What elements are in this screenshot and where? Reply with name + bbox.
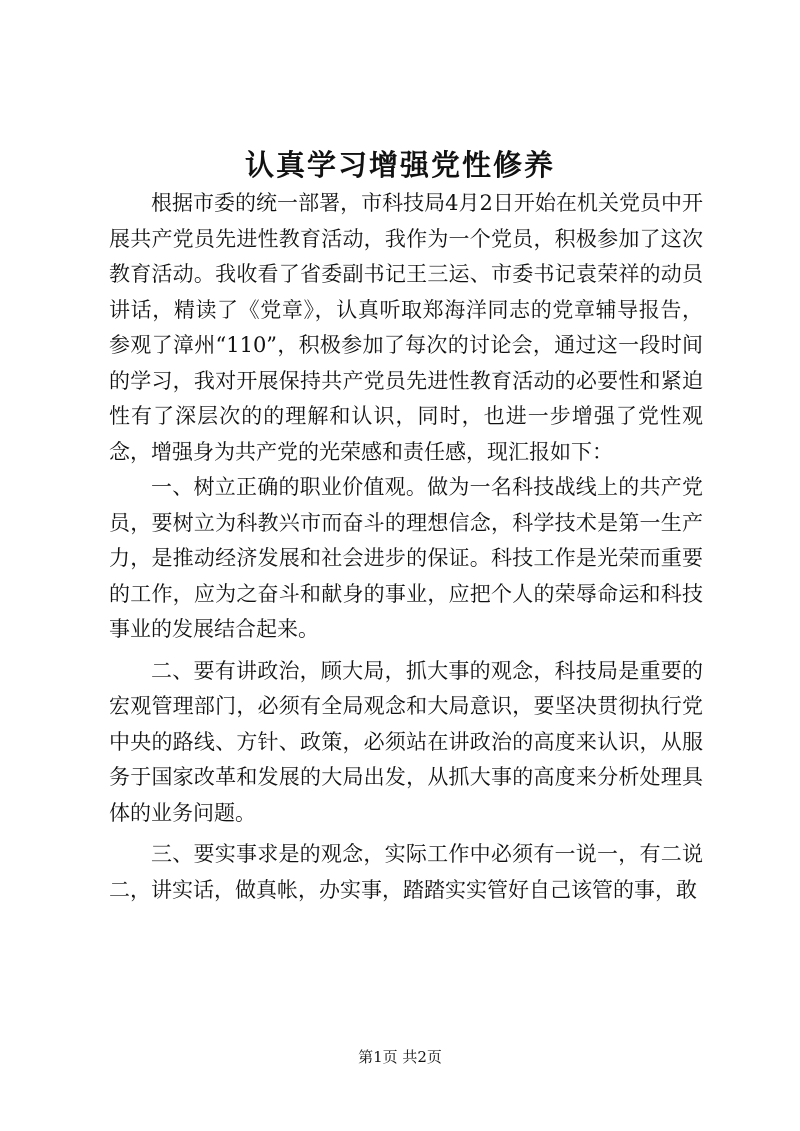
document-body [109, 186, 703, 908]
paragraph-point-3: 三、要实事求是的观念，实际工作中必须有一说一，有二说二，讲实话，做真帐，办实事，踏踏实实管好自己该管的事，敢 [109, 842, 703, 902]
paragraph-intro: 根据市委的统一部署，市科技局4月2日开始在机关党员中开展共产党员先进性教育活动，我作为一个党员，积极参加了这次教育活动。我收看了省委副书记王三运、市委书记袁荣祥的动员讲话，精读了《党章》，认真听取郑海洋同志的党章辅导报告，参观了漳州“110”，积极参加了每次的讨论会，通过这一段时间的学习，我对开展保持共产党员先进性教育活动的必要性和紧迫性有了深层次的的理解和认识，同时，也进一步增强了党性观念，增强身为共产党的光荣感和责任感，现汇报如下： [109, 191, 703, 464]
paragraph-point-1: 一、树立正确的职业价值观。做为一名科技战线上的共产党员，要树立为科教兴市而奋斗的理想信念，科学技术是第一生产力，是推动经济发展和社会进步的保证。科技工作是光荣而重要的工作，应为之奋斗和献身的事业，应把个人的荣辱命运和科技事业的发展结合起来。 [109, 475, 703, 641]
page-title: 认真学习增强党性修养 [244, 148, 555, 182]
paragraph-point-2: 二、要有讲政治，顾大局，抓大事的观念，科技局是重要的宏观管理部门，必须有全局观念和大局意识，要坚决贯彻执行党中央的路线、方针、政策，必须站在讲政治的高度来认识，从服务于国家改革和发展的大局出发，从抓大事的高度来分析处理具体的业务问题。 [109, 658, 703, 825]
page-footer: 第1页 共2页 [358, 1048, 442, 1066]
